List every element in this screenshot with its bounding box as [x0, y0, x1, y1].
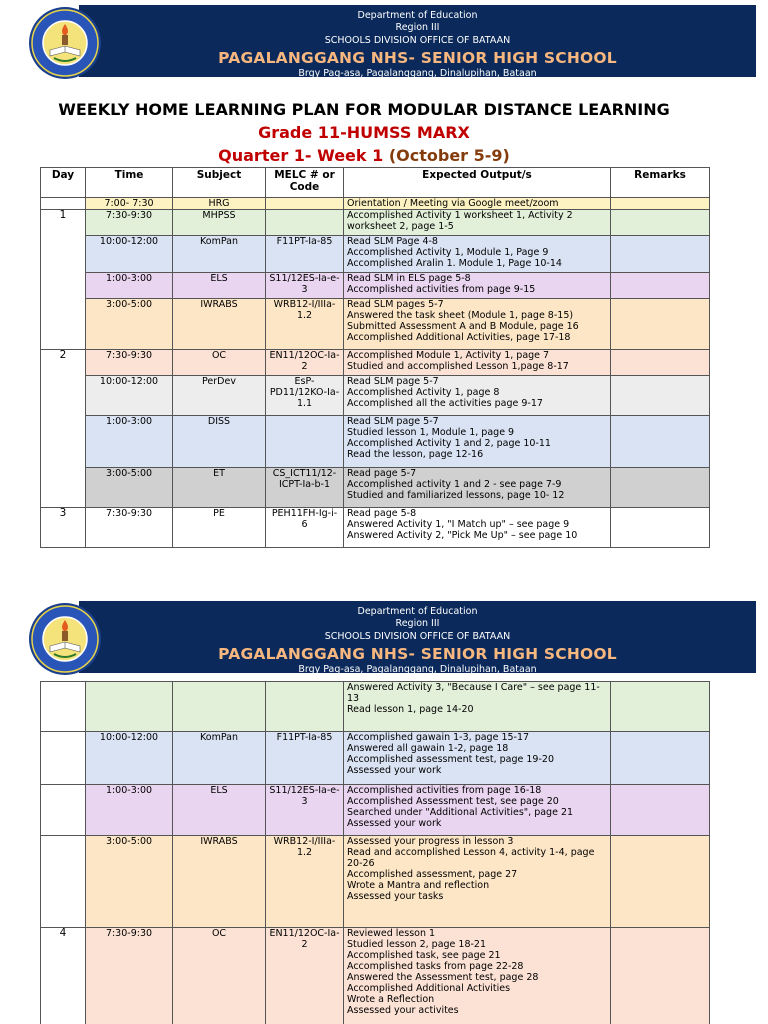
output-cell: Read SLM in ELS page 5-8 Accomplished activities from page 9-15 — [344, 273, 611, 299]
output-cell: Answered Activity 3, "Because I Care" – see page 11-13 Read lesson 1, page 14-20 — [344, 682, 611, 732]
remarks-cell — [611, 210, 710, 236]
time-cell: 7:30-9:30 — [86, 210, 173, 236]
output-cell: Read SLM page 5-7 Accomplished Activity 1, page 8 Accomplished all the activities page 9-17 — [344, 376, 611, 416]
day-cell — [41, 836, 86, 928]
subject-cell: MHPSS — [173, 210, 266, 236]
school-header-banner — [79, 5, 756, 77]
output-cell: Accomplished gawain 1-3, page 15-17 Answered all gawain 1-2, page 18 Accomplished assessment test, page 19-20 Assessed your work — [344, 732, 611, 785]
subject-cell: KomPan — [173, 732, 266, 785]
time-cell: 10:00-12:00 — [86, 236, 173, 273]
learning-plan-table — [40, 167, 710, 548]
time-cell: 10:00-12:00 — [86, 732, 173, 785]
melc-cell: WRB12-I/IIIa-1.2 — [266, 299, 344, 350]
grade-section-title: Grade 11-HUMSS MARX — [258, 123, 470, 142]
department-label: Department of Education — [357, 606, 478, 617]
subject-cell: OC — [173, 928, 266, 1024]
melc-cell — [266, 682, 344, 732]
melc-cell: EN11/12OC-Ia-2 — [266, 350, 344, 376]
column-header-subject: Subject — [173, 168, 266, 198]
remarks-cell — [611, 416, 710, 468]
day-cell — [41, 682, 86, 732]
column-header-output: Expected Output/s — [344, 168, 611, 198]
day-cell — [41, 732, 86, 785]
melc-cell — [266, 416, 344, 468]
region-label: Region III — [395, 618, 440, 629]
melc-cell: S11/12ES-Ia-e-3 — [266, 273, 344, 299]
department-label: Department of Education — [357, 10, 478, 21]
table-row — [41, 682, 710, 732]
quarter-week-label: Quarter 1- Week 1 — [218, 146, 389, 165]
melc-cell: S11/12ES-Ia-e-3 — [266, 785, 344, 836]
remarks-cell — [611, 468, 710, 508]
melc-cell — [266, 210, 344, 236]
time-cell: 3:00-5:00 — [86, 468, 173, 508]
school-seal-logo — [28, 6, 102, 80]
time-cell: 3:00-5:00 — [86, 299, 173, 350]
time-cell — [86, 682, 173, 732]
remarks-cell — [611, 836, 710, 928]
subject-cell: PerDev — [173, 376, 266, 416]
column-header-day: Day — [41, 168, 86, 198]
time-cell: 1:00-3:00 — [86, 416, 173, 468]
table-row — [41, 299, 710, 350]
subject-cell: IWRABS — [173, 836, 266, 928]
region-label: Region III — [395, 22, 440, 33]
melc-cell: PEH11FH-Ig-i-6 — [266, 508, 344, 548]
table-row — [41, 508, 710, 548]
output-cell: Accomplished activities from page 16-18 Accomplished Assessment test, see page 20 Searched under "Additional Activities", page 21 Assessed your work — [344, 785, 611, 836]
time-cell: 7:30-9:30 — [86, 350, 173, 376]
day-cell: 1 — [41, 210, 86, 350]
division-label: SCHOOLS DIVISION OFFICE OF BATAAN — [324, 35, 511, 46]
day-cell: 2 — [41, 350, 86, 508]
remarks-cell — [611, 198, 710, 210]
plan-title: WEEKLY HOME LEARNING PLAN FOR MODULAR DISTANCE LEARNING — [58, 100, 670, 119]
time-cell: 10:00-12:00 — [86, 376, 173, 416]
day-cell — [41, 785, 86, 836]
learning-plan-table-continued — [40, 681, 710, 1024]
table-row — [41, 836, 710, 928]
output-cell: Read SLM Page 4-8 Accomplished Activity 1, Module 1, Page 9 Accomplished Aralin 1. Module 1, Page 10-14 — [344, 236, 611, 273]
subject-cell: ELS — [173, 273, 266, 299]
column-header-remarks: Remarks — [611, 168, 710, 198]
remarks-cell — [611, 299, 710, 350]
day-cell — [41, 198, 86, 210]
subject-cell: IWRABS — [173, 299, 266, 350]
remarks-cell — [611, 928, 710, 1024]
table-row — [41, 198, 710, 210]
date-range-label: (October 5-9) — [388, 146, 510, 165]
remarks-cell — [611, 682, 710, 732]
subject-cell — [173, 682, 266, 732]
melc-cell: F11PT-Ia-85 — [266, 236, 344, 273]
subject-cell: OC — [173, 350, 266, 376]
table-row — [41, 416, 710, 468]
table-row — [41, 376, 710, 416]
subject-cell: DISS — [173, 416, 266, 468]
time-cell: 3:00-5:00 — [86, 836, 173, 928]
school-name: PAGALANGGANG NHS- SENIOR HIGH SCHOOL — [218, 49, 617, 67]
output-cell: Assessed your progress in lesson 3 Read and accomplished Lesson 4, activity 1-4, page 20-26 Accomplished assessment, page 27 Wrote a Mantra and reflection Assessed your tasks — [344, 836, 611, 928]
output-cell: Reviewed lesson 1 Studied lesson 2, page 18-21 Accomplished task, see page 21 Accomplished tasks from page 22-28 Answered the Assessment test, page 28 Accomplished Additional Activities Wrote a Reflection Assessed your activites — [344, 928, 611, 1024]
remarks-cell — [611, 376, 710, 416]
subject-cell: PE — [173, 508, 266, 548]
table-row — [41, 468, 710, 508]
subject-cell: KomPan — [173, 236, 266, 273]
school-name: PAGALANGGANG NHS- SENIOR HIGH SCHOOL — [218, 645, 617, 663]
melc-cell — [266, 198, 344, 210]
melc-cell: F11PT-Ia-85 — [266, 732, 344, 785]
table-row — [41, 350, 710, 376]
output-cell: Orientation / Meeting via Google meet/zoom — [344, 198, 611, 210]
table-row — [41, 210, 710, 236]
output-cell: Read SLM page 5-7 Studied lesson 1, Module 1, page 9 Accomplished Activity 1 and 2, page 10-11 Read the lesson, page 12-16 — [344, 416, 611, 468]
time-cell: 1:00-3:00 — [86, 273, 173, 299]
day-cell: 4 — [41, 928, 86, 1024]
remarks-cell — [611, 732, 710, 785]
output-cell: Accomplished Module 1, Activity 1, page 7 Studied and accomplished Lesson 1,page 8-17 — [344, 350, 611, 376]
table-row — [41, 273, 710, 299]
school-seal-logo — [28, 602, 102, 676]
subject-cell: ELS — [173, 785, 266, 836]
remarks-cell — [611, 236, 710, 273]
remarks-cell — [611, 508, 710, 548]
plan-page-2 — [0, 596, 768, 1024]
time-cell: 7:30-9:30 — [86, 928, 173, 1024]
column-header-melc: MELC # or Code — [266, 168, 344, 198]
output-cell: Read page 5-8 Answered Activity 1, "I Match up" – see page 9 Answered Activity 2, "Pick Me Up" – see page 10 — [344, 508, 611, 548]
time-cell: 7:30-9:30 — [86, 508, 173, 548]
school-address: Brgy Pag-asa, Pagalanggang, Dinalupihan, Bataan — [298, 68, 537, 79]
subject-cell: HRG — [173, 198, 266, 210]
remarks-cell — [611, 785, 710, 836]
table-row — [41, 236, 710, 273]
output-cell: Read SLM pages 5-7 Answered the task sheet (Module 1, page 8-15) Submitted Assessment A and B Module, page 16 Accomplished Additional Activities, page 17-18 — [344, 299, 611, 350]
remarks-cell — [611, 350, 710, 376]
division-label: SCHOOLS DIVISION OFFICE OF BATAAN — [324, 631, 511, 642]
column-header-time: Time — [86, 168, 173, 198]
day-cell: 3 — [41, 508, 86, 548]
subject-cell: ET — [173, 468, 266, 508]
school-address: Brgy Pag-asa, Pagalanggang, Dinalupihan, Bataan — [298, 664, 537, 675]
melc-cell: EsP-PD11/12KO-Ia-1.1 — [266, 376, 344, 416]
output-cell: Read page 5-7 Accomplished activity 1 and 2 - see page 7-9 Studied and familiarized lessons, page 10- 12 — [344, 468, 611, 508]
time-cell: 1:00-3:00 — [86, 785, 173, 836]
quarter-week-title — [40, 146, 688, 166]
output-cell: Accomplished Activity 1 worksheet 1, Activity 2 worksheet 2, page 1-5 — [344, 210, 611, 236]
melc-cell: EN11/12OC-Ia-2 — [266, 928, 344, 1024]
melc-cell: CS_ICT11/12-ICPT-Ia-b-1 — [266, 468, 344, 508]
melc-cell: WRB12-I/IIIa-1.2 — [266, 836, 344, 928]
remarks-cell — [611, 273, 710, 299]
table-row — [41, 928, 710, 1024]
table-row — [41, 785, 710, 836]
time-cell: 7:00- 7:30 — [86, 198, 173, 210]
table-row — [41, 732, 710, 785]
school-header-banner — [79, 601, 756, 673]
